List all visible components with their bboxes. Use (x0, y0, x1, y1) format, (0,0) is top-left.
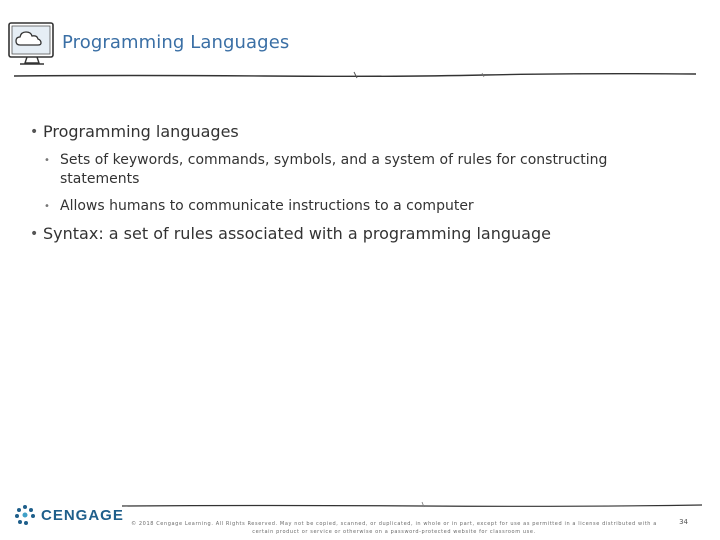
sub-bullet-communicate: • Allows humans to communicate instructions to a computer (44, 197, 680, 216)
bullet-programming-languages: • Programming languages (30, 122, 680, 142)
cengage-dots-icon (14, 504, 36, 526)
bullet-syntax: • Syntax: a set of rules associated with a programming language (30, 224, 680, 244)
slide-content (30, 122, 680, 244)
page-number: 34 (679, 518, 688, 526)
sub-bullet-keywords: • Sets of keywords, commands, symbols, and a system of rules for constructing statements (44, 151, 680, 189)
footer-divider (122, 498, 702, 512)
cloud-monitor-icon (6, 20, 58, 70)
copyright-notice: © 2018 Cengage Learning. All Rights Reserved. May not be copied, scanned, or duplicated, in whole or in part, except for use as permitted in a license distributed with a certain product or service or otherwise on a password-protected website for classroom use. (131, 521, 657, 535)
cengage-logo-text: CENGAGE (41, 506, 124, 524)
slide-title: Programming Languages (62, 32, 290, 53)
cengage-logo (14, 504, 124, 526)
sub-bullet-list (44, 151, 680, 216)
header-divider (14, 68, 696, 82)
